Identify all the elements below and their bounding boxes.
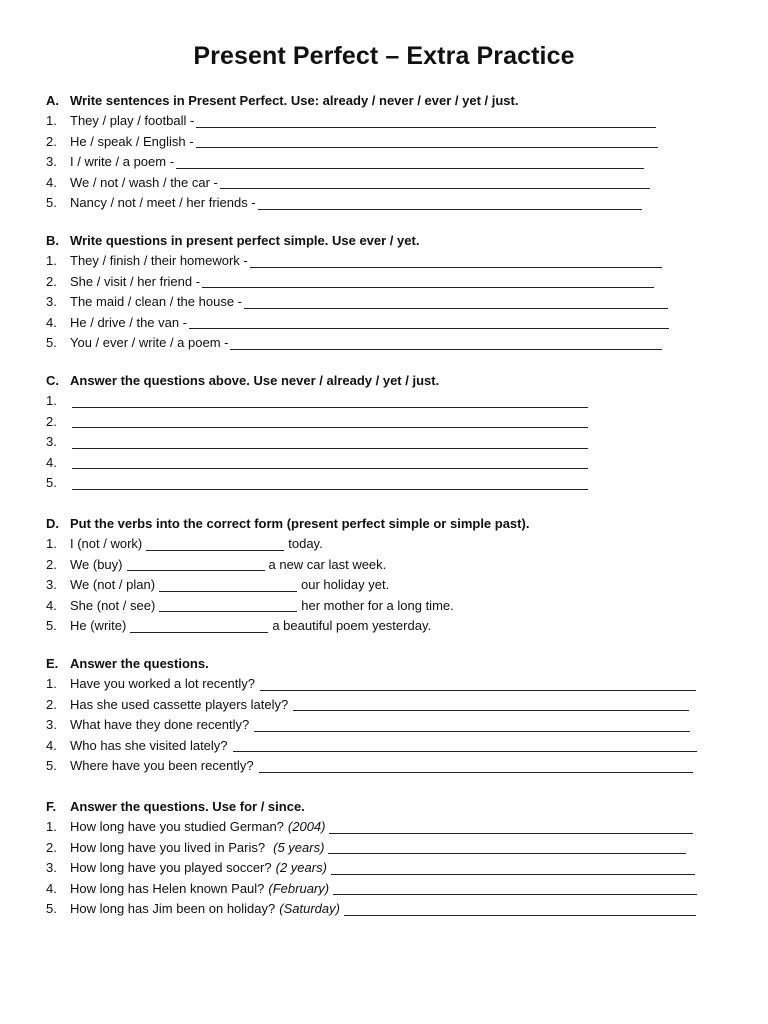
exercise-item bbox=[46, 131, 736, 152]
answer-line[interactable] bbox=[72, 414, 588, 428]
item-question: How long have you lived in Paris? bbox=[70, 839, 266, 855]
exercise-item bbox=[46, 595, 736, 616]
item-prompt: The maid / clean / the house - bbox=[70, 294, 242, 310]
answer-line[interactable] bbox=[331, 861, 695, 875]
answer-line[interactable] bbox=[344, 902, 696, 916]
item-continuation: our holiday yet. bbox=[301, 577, 390, 593]
item-prompt: They / finish / their homework - bbox=[70, 253, 248, 269]
item-number: 2. bbox=[46, 413, 57, 429]
exercise-item bbox=[46, 858, 736, 879]
exercise-item bbox=[46, 616, 736, 637]
section-instruction: Answer the questions above. Use never / already / yet / just. bbox=[70, 372, 440, 388]
item-question: Has she used cassette players lately? bbox=[70, 696, 289, 712]
exercise-item bbox=[46, 575, 736, 596]
item-number: 4. bbox=[46, 314, 57, 330]
item-number: 3. bbox=[46, 154, 57, 170]
section-b-heading bbox=[46, 230, 736, 251]
item-number: 2. bbox=[46, 273, 57, 289]
item-hint: (2 years) bbox=[275, 860, 327, 876]
section-d-heading bbox=[46, 513, 736, 534]
item-continuation: today. bbox=[288, 536, 323, 552]
section-letter: B. bbox=[46, 232, 59, 248]
item-number: 5. bbox=[46, 335, 57, 351]
exercise-item bbox=[46, 271, 736, 292]
exercise-item bbox=[46, 554, 736, 575]
answer-line[interactable] bbox=[328, 840, 686, 854]
exercise-item bbox=[46, 172, 736, 193]
section-f bbox=[46, 796, 736, 919]
item-prompt: She (not / see) bbox=[70, 597, 156, 613]
verb-blank[interactable] bbox=[127, 557, 265, 571]
exercise-item bbox=[46, 251, 736, 272]
answer-line[interactable] bbox=[72, 394, 588, 408]
exercise-item bbox=[46, 333, 736, 354]
answer-line[interactable] bbox=[189, 315, 669, 329]
exercise-item bbox=[46, 735, 736, 756]
answer-line[interactable] bbox=[250, 254, 662, 268]
item-number: 3. bbox=[46, 434, 57, 450]
item-prompt: He / speak / English - bbox=[70, 133, 194, 149]
page-title: Present Perfect – Extra Practice bbox=[193, 42, 575, 70]
answer-line[interactable] bbox=[72, 476, 588, 490]
item-prompt: He (write) bbox=[70, 618, 127, 634]
section-e-heading bbox=[46, 653, 736, 674]
exercise-item bbox=[46, 899, 736, 920]
item-prompt: Nancy / not / meet / her friends - bbox=[70, 195, 256, 211]
answer-line[interactable] bbox=[196, 134, 658, 148]
item-continuation: a new car last week. bbox=[268, 556, 387, 572]
item-prompt: I / write / a poem - bbox=[70, 154, 175, 170]
exercise-item bbox=[46, 391, 736, 412]
answer-line[interactable] bbox=[72, 455, 588, 469]
section-e bbox=[46, 653, 736, 776]
item-hint: (February) bbox=[268, 880, 330, 896]
exercise-item bbox=[46, 111, 736, 132]
section-f-heading bbox=[46, 796, 736, 817]
item-prompt: They / play / football - bbox=[70, 113, 195, 129]
item-question: How long have you studied German? bbox=[70, 819, 284, 835]
item-number: 5. bbox=[46, 901, 57, 917]
exercise-item bbox=[46, 674, 736, 695]
section-instruction: Write questions in present perfect simple. Use ever / yet. bbox=[70, 232, 420, 248]
item-number: 1. bbox=[46, 113, 57, 129]
item-question: How long has Jim been on holiday? bbox=[70, 901, 276, 917]
exercise-item bbox=[46, 817, 736, 838]
answer-line[interactable] bbox=[220, 175, 650, 189]
item-prompt: We (buy) bbox=[70, 556, 123, 572]
item-hint: (2004) bbox=[287, 819, 326, 835]
item-number: 4. bbox=[46, 454, 57, 470]
section-c bbox=[46, 370, 736, 493]
item-number: 4. bbox=[46, 597, 57, 613]
section-a-heading bbox=[46, 90, 736, 111]
section-letter: C. bbox=[46, 372, 59, 388]
item-question: What have they done recently? bbox=[70, 717, 250, 733]
item-number: 3. bbox=[46, 860, 57, 876]
answer-line[interactable] bbox=[329, 820, 693, 834]
section-instruction: Answer the questions. bbox=[70, 655, 209, 671]
item-prompt: I (not / work) bbox=[70, 536, 143, 552]
answer-line[interactable] bbox=[333, 881, 697, 895]
exercise-item bbox=[46, 411, 736, 432]
item-continuation: a beautiful poem yesterday. bbox=[272, 618, 432, 634]
item-number: 5. bbox=[46, 758, 57, 774]
item-number: 4. bbox=[46, 737, 57, 753]
item-number: 1. bbox=[46, 393, 57, 409]
item-prompt: You / ever / write / a poem - bbox=[70, 335, 229, 351]
item-number: 2. bbox=[46, 133, 57, 149]
answer-line[interactable] bbox=[254, 718, 690, 732]
exercise-item bbox=[46, 756, 736, 777]
answer-line[interactable] bbox=[176, 155, 644, 169]
exercise-item bbox=[46, 715, 736, 736]
answer-line[interactable] bbox=[259, 759, 693, 773]
item-number: 3. bbox=[46, 294, 57, 310]
item-prompt: He / drive / the van - bbox=[70, 314, 188, 330]
answer-line[interactable] bbox=[196, 114, 656, 128]
exercise-item bbox=[46, 432, 736, 453]
item-question: Where have you been recently? bbox=[70, 758, 254, 774]
section-d bbox=[46, 513, 736, 636]
item-hint: (Saturday) bbox=[279, 901, 340, 917]
verb-blank[interactable] bbox=[159, 598, 297, 612]
section-letter: E. bbox=[46, 655, 59, 671]
item-number: 2. bbox=[46, 696, 57, 712]
exercise-item bbox=[46, 193, 736, 214]
answer-line[interactable] bbox=[258, 196, 642, 210]
section-instruction: Answer the questions. Use for / since. bbox=[70, 798, 305, 814]
exercise-item bbox=[46, 152, 736, 173]
item-number: 2. bbox=[46, 556, 57, 572]
verb-blank[interactable] bbox=[146, 537, 284, 551]
section-letter: A. bbox=[46, 92, 59, 108]
item-prompt: We / not / wash / the car - bbox=[70, 174, 218, 190]
answer-line[interactable] bbox=[293, 697, 689, 711]
item-number: 1. bbox=[46, 819, 57, 835]
section-b bbox=[46, 230, 736, 353]
section-instruction: Write sentences in Present Perfect. Use: already / never / ever / yet / just. bbox=[70, 92, 519, 108]
exercise-item bbox=[46, 452, 736, 473]
item-prompt: We (not / plan) bbox=[70, 577, 156, 593]
answer-line[interactable] bbox=[230, 336, 662, 350]
item-question: How long has Helen known Paul? bbox=[70, 880, 265, 896]
item-number: 4. bbox=[46, 880, 57, 896]
verb-blank[interactable] bbox=[159, 578, 297, 592]
exercise-item bbox=[46, 312, 736, 333]
item-number: 5. bbox=[46, 195, 57, 211]
section-letter: F. bbox=[46, 798, 57, 814]
section-letter: D. bbox=[46, 515, 59, 531]
verb-blank[interactable] bbox=[130, 619, 268, 633]
answer-line[interactable] bbox=[244, 295, 668, 309]
exercise-item bbox=[46, 837, 736, 858]
item-number: 1. bbox=[46, 536, 57, 552]
item-number: 1. bbox=[46, 676, 57, 692]
item-number: 3. bbox=[46, 577, 57, 593]
item-number: 2. bbox=[46, 839, 57, 855]
item-number: 5. bbox=[46, 618, 57, 634]
answer-line[interactable] bbox=[72, 435, 588, 449]
section-c-heading bbox=[46, 370, 736, 391]
section-a bbox=[46, 90, 736, 213]
exercise-item bbox=[46, 534, 736, 555]
item-number: 3. bbox=[46, 717, 57, 733]
item-prompt: She / visit / her friend - bbox=[70, 273, 201, 289]
item-hint: (5 years) bbox=[273, 839, 325, 855]
exercise-item bbox=[46, 878, 736, 899]
item-number: 1. bbox=[46, 253, 57, 269]
item-question: Who has she visited lately? bbox=[70, 737, 228, 753]
item-question: Have you worked a lot recently? bbox=[70, 676, 255, 692]
exercise-item bbox=[46, 473, 736, 494]
item-question: How long have you played soccer? bbox=[70, 860, 272, 876]
exercise-item bbox=[46, 292, 736, 313]
answer-line[interactable] bbox=[260, 677, 696, 691]
answer-line[interactable] bbox=[202, 274, 654, 288]
item-number: 4. bbox=[46, 174, 57, 190]
exercise-item bbox=[46, 694, 736, 715]
item-number: 5. bbox=[46, 475, 57, 491]
item-continuation: her mother for a long time. bbox=[301, 597, 454, 613]
section-instruction: Put the verbs into the correct form (present perfect simple or simple past). bbox=[70, 515, 530, 531]
answer-line[interactable] bbox=[233, 738, 697, 752]
